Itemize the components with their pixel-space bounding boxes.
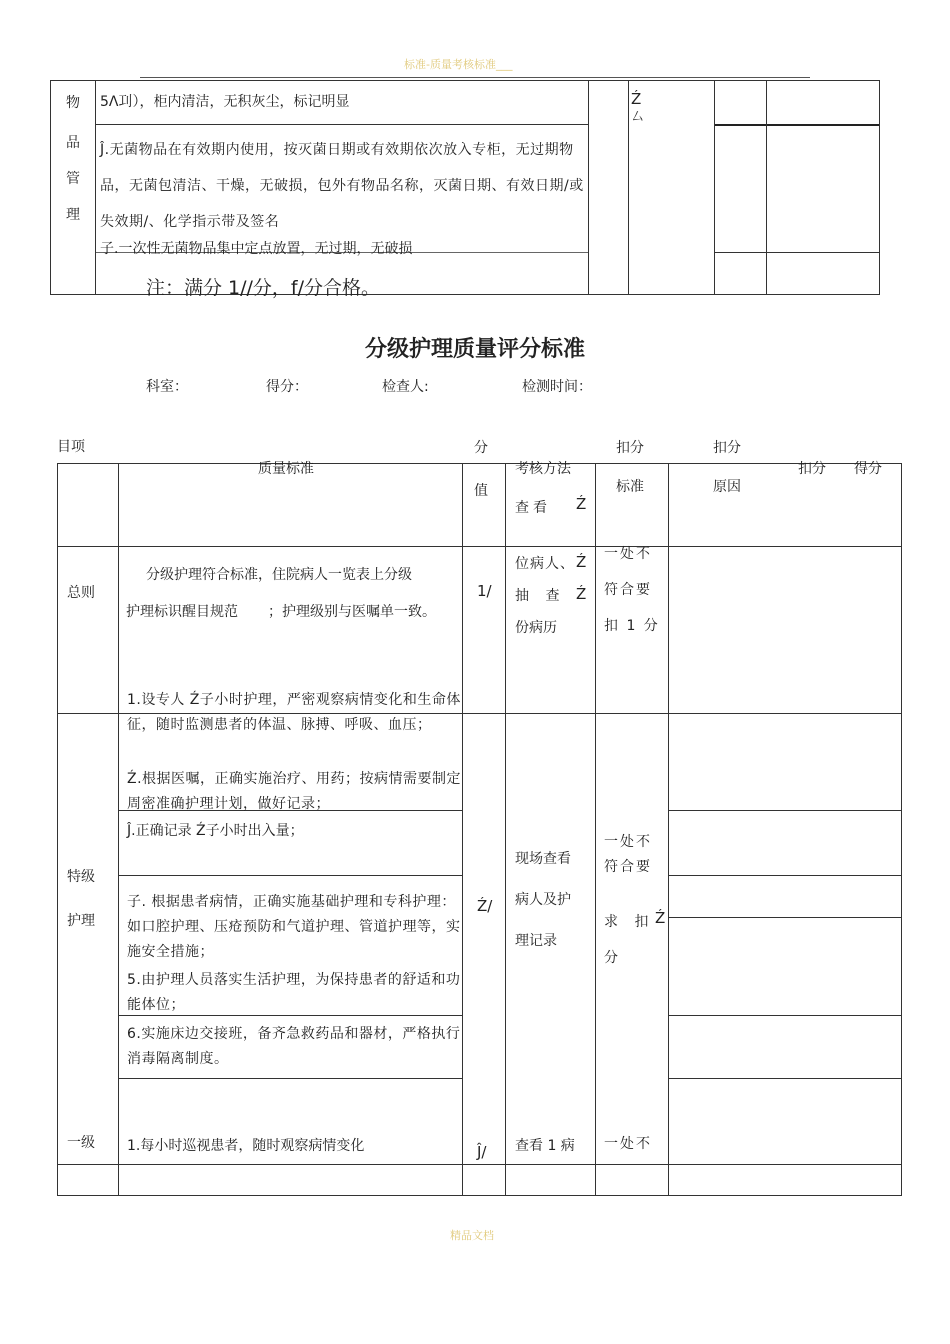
row-general-text: ；护理级别与医嘱单一致。 <box>268 604 436 620</box>
info-score: 得分： <box>266 379 308 395</box>
special-item: 6.实施床边交接班，备齐急救药品和器材，严格执行消毒隔离制度。 <box>127 1026 461 1067</box>
category-char: 管 <box>66 171 80 187</box>
special-item: Ĵ.正确记录 Ź子小时出入量； <box>127 823 304 839</box>
special-item: 5.由护理人员落实生活护理，为保持患者的舒适和功能体位； <box>127 972 461 1013</box>
col-header-method-sub: 查看 <box>515 500 551 516</box>
row-general-method: 位病人、 <box>515 556 575 572</box>
page-title: 分级护理质量评分标准 <box>364 337 585 362</box>
header-deduct-1: 扣分 <box>616 440 644 456</box>
row-general-method-mark: Ź <box>576 553 587 571</box>
header-deduct-2: 扣分 <box>713 440 741 456</box>
col-header-standard: 质量标准 <box>258 461 314 477</box>
row-special-deduct-mark: Ź <box>655 909 666 927</box>
col-header-deduct: 扣分 <box>798 461 826 477</box>
row-general-deduct: 一处不 <box>604 546 652 562</box>
row-special-method: 现场查看 <box>515 851 571 867</box>
category-char: 理 <box>66 207 80 223</box>
category-char: 物 <box>66 95 80 111</box>
row-general-deduct: 符合要 <box>604 582 652 598</box>
row-special-value: Ź/ <box>477 897 493 915</box>
row-special-deduct: 一处不 <box>604 834 652 850</box>
special-item: 子. 根据患者病情，正确实施基础护理和专科护理：如口腔护理、压疮预防和气道护理、管道护理等，实施安全措施； <box>127 894 461 960</box>
row-first-item: 1.每小时巡视患者，随时观察病情变化 <box>127 1138 365 1154</box>
col-header-method-mark: Ź <box>576 495 587 513</box>
col-header-method: 考核方法 <box>515 461 571 477</box>
row-general-method: 份病历 <box>515 620 557 636</box>
row-general-text: 护理标识醒目规范 <box>126 604 238 620</box>
row-general-deduct: 扣 1 分 <box>604 618 660 634</box>
special-item: 1.设专人 Ź子小时护理，严密观察病情变化和生命体征，随时监测患者的体温、脉搏、呼吸、血压； <box>127 692 461 733</box>
row-first-deduct: 一处不 <box>604 1136 652 1152</box>
row-first-method: 查看 1 病 <box>515 1138 575 1154</box>
row-special-method: 病人及护 <box>515 892 571 908</box>
category-char: 品 <box>66 135 80 151</box>
row-general-method: 抽 查 <box>515 588 566 604</box>
header-item: 目项 <box>57 439 85 455</box>
row-special-name: 特级 <box>67 869 95 885</box>
row-general-text: 分级护理符合标准，住院病人一览表上分级 <box>146 567 412 583</box>
special-item: Ź.根据医嘱，正确实施治疗、用药；按病情需要制定周密准确护理计划，做好记录； <box>127 771 462 812</box>
info-dept: 科室： <box>146 379 188 395</box>
top-row1-text: 5Λ㓚），柜内清洁，无积灰尘，标记明显 <box>100 94 350 110</box>
header-fen: 分 <box>474 440 488 456</box>
col-header-got: 得分 <box>854 461 882 477</box>
page-header-watermark: 标准-质量考核标准___ <box>404 58 513 71</box>
row-special-deduct: 分 <box>604 950 618 966</box>
row-general-value: 1/ <box>477 582 492 600</box>
row-special-name: 护理 <box>67 913 95 929</box>
col-header-deduct-std: 标准 <box>616 479 644 495</box>
top-row3-text: 子.一次性无菌物品集中定点放置，无过期，无破损 <box>100 241 413 257</box>
info-time: 检测时间： <box>522 379 592 395</box>
col-header-reason: 原因 <box>713 479 741 495</box>
row-special-deduct: 求 扣 <box>604 914 655 930</box>
row-first-value: Ĵ/ <box>477 1143 487 1161</box>
row-general-name: 总则 <box>67 585 95 601</box>
row-special-deduct: 符合要 <box>604 859 652 875</box>
info-inspector: 检查人: <box>382 379 429 395</box>
row-general-method-mark: Ź <box>576 585 587 603</box>
page-footer-watermark: 精品文档 <box>450 1229 494 1242</box>
col-header-value: 值 <box>474 483 488 499</box>
top-row2-text: Ĵ.无菌物品在有效期内使用，按灭菌日期或有效期依次放入专柜，无过期物品，无菌包清洁、干燥，无破损，包外有物品名称，灭菌日期、有效日期/或失效期/、化学指示带及签名 <box>100 142 584 230</box>
row-first-name: 一级 <box>67 1135 95 1151</box>
header-rule <box>140 77 810 78</box>
top-row1-score-sub: 厶 <box>632 110 643 123</box>
top-row1-score: Ź <box>631 90 642 108</box>
score-note: 注：满分 1//分，f/分合格。 <box>146 277 381 299</box>
row-special-method: 理记录 <box>515 933 557 949</box>
